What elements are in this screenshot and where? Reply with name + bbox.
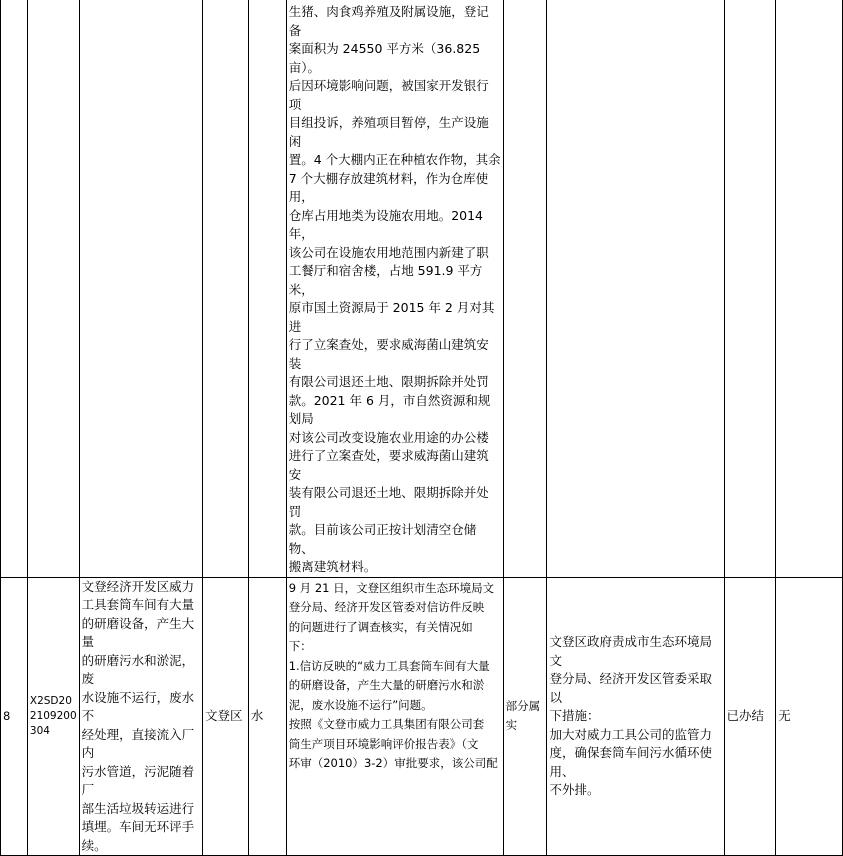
pollution-type: 水 xyxy=(250,708,264,723)
prev-detail-line: 行了立案查处，要求威海菌山建筑安装 xyxy=(288,337,489,371)
complaint-line: 经处理，直接流入厂内 xyxy=(81,726,195,760)
prev-detail-line: 搬离建筑材料。 xyxy=(288,559,377,574)
investigation-line: 1.信访反映的“威力工具套筒车间有大量 xyxy=(288,658,490,673)
verdict-line: 部分属 xyxy=(505,698,541,713)
prev-detail-line: 生猪、肉食鸡养殖及附属设施，登记备 xyxy=(288,4,489,38)
complaint-line: 文登经济开发区威力 xyxy=(81,578,195,594)
complaint-line: 填埋。车间无环评手 xyxy=(81,819,195,834)
investigation-line: 9 月 21 日，文登区组织市生态环境局文 xyxy=(288,580,495,595)
accountability-cell xyxy=(776,577,843,856)
complaint-line: 工具套筒车间有大量 xyxy=(81,597,195,612)
investigation-line: 按照《文登市威力工具集团有限公司套 xyxy=(288,717,485,731)
table-row-previous xyxy=(1,0,843,577)
complaint-line: 污水管道，污泥随着厂 xyxy=(81,763,195,797)
prev-detail-line: 目组投诉，养殖项目暂停，生产设施闲 xyxy=(288,115,489,149)
prev-detail-line: 7 个大棚存放建筑材料，作为仓库使用， xyxy=(288,170,489,204)
verdict-line: 实 xyxy=(505,718,518,733)
prev-verdict-cell xyxy=(503,0,547,577)
verdict-cell xyxy=(503,577,547,856)
complaint-line: 水设施不运行，废水不 xyxy=(81,689,195,723)
complaint-line: 的研磨污水和淤泥，废 xyxy=(81,652,195,686)
complaint-line: 部生活垃圾转运进行 xyxy=(81,800,195,816)
prev-district-cell xyxy=(203,0,249,577)
handling-line: 下措施： xyxy=(549,708,600,723)
prev-detail-line: 装有限公司退还土地、限期拆除并处罚 xyxy=(288,485,489,519)
investigation-line: 的问题进行了调查核实，有关情况如 xyxy=(288,619,473,634)
district: 文登区 xyxy=(205,708,243,723)
prev-type-cell xyxy=(248,0,286,577)
pollution-type-cell xyxy=(248,577,286,856)
row-number: 8 xyxy=(3,708,11,723)
prev-detail-line: 置。4 个大棚内正在种植农作物，其余 xyxy=(288,152,501,167)
handling-line: 不外排。 xyxy=(549,782,600,797)
prev-detail-line: 原市国土资源局于 2015 年 2 月对其进 xyxy=(288,300,495,334)
prev-detail-line: 后因环境影响问题，被国家开发银行项 xyxy=(288,78,489,112)
petition-code-line: 2109200 xyxy=(29,709,77,722)
investigation-line: 下： xyxy=(288,639,312,653)
prev-status-cell xyxy=(724,0,776,577)
prev-detail-line: 仓库占用地类为设施农用地。2014 年， xyxy=(288,207,484,241)
status: 已办结 xyxy=(726,708,765,723)
complaint-content-cell xyxy=(79,577,202,856)
prev-accountability-cell xyxy=(776,0,843,577)
petition-code-cell xyxy=(27,577,79,856)
row-number-cell xyxy=(1,577,28,856)
prev-detail-line: 工餐厅和宿舍楼，占地 591.9 平方米， xyxy=(288,263,483,297)
prev-detail-line: 该公司在设施农用地范围内新建了职 xyxy=(288,244,489,260)
prev-detail-cell xyxy=(286,0,503,577)
prev-code-cell xyxy=(27,0,79,577)
prev-detail-line: 款。2021 年 6 月，市自然资源和规划局 xyxy=(288,392,491,426)
prev-detail-line: 进行了立案查处，要求威海菌山建筑安 xyxy=(288,448,489,482)
handling-line: 度，确保套筒车间污水循环使用、 xyxy=(549,745,712,779)
complaint-line: 续。 xyxy=(81,837,107,853)
investigation-line: 登分局、经济开发区管委对信访件反映 xyxy=(288,600,485,614)
investigation-line: 的研磨设备，产生大量的研磨污水和淤 xyxy=(288,678,485,692)
prev-complaint-cell xyxy=(79,0,202,577)
complaint-line: 的研磨设备，产生大量 xyxy=(81,615,195,649)
handling-cell xyxy=(547,577,724,856)
prev-number-cell xyxy=(1,0,28,577)
handling-line: 登分局、经济开发区管委采取以 xyxy=(549,671,712,705)
prev-detail-line: 款。目前该公司正按计划清空仓储物、 xyxy=(288,522,477,556)
prev-detail-line: 有限公司退还土地、限期拆除并处罚 xyxy=(288,374,489,389)
district-cell xyxy=(203,577,249,856)
investigation-line: 筒生产项目环境影响评价报告表》（文 xyxy=(288,736,479,751)
prev-detail-line: 案面积为 24550 平方米（36.825 亩）。 xyxy=(288,41,481,75)
investigation-line: 泥，废水设施不运行”问题。 xyxy=(288,697,433,712)
handling-line: 文登区政府责成市生态环境局文 xyxy=(549,634,712,668)
investigation-line: 环审（2010）3-2）审批要求，该公司配 xyxy=(288,756,498,770)
prev-handling-cell xyxy=(547,0,724,577)
status-cell xyxy=(724,577,776,856)
prev-detail-line: 对该公司改变设施农业用途的办公楼 xyxy=(288,429,489,445)
handling-line: 加大对威力工具公司的监管力 xyxy=(549,726,712,742)
table-row-8 xyxy=(1,577,843,856)
investigation-cell xyxy=(286,577,503,856)
petition-code-line: X2SD20 xyxy=(29,694,72,707)
petition-code-line: 304 xyxy=(29,724,50,737)
accountability: 无 xyxy=(778,708,791,723)
